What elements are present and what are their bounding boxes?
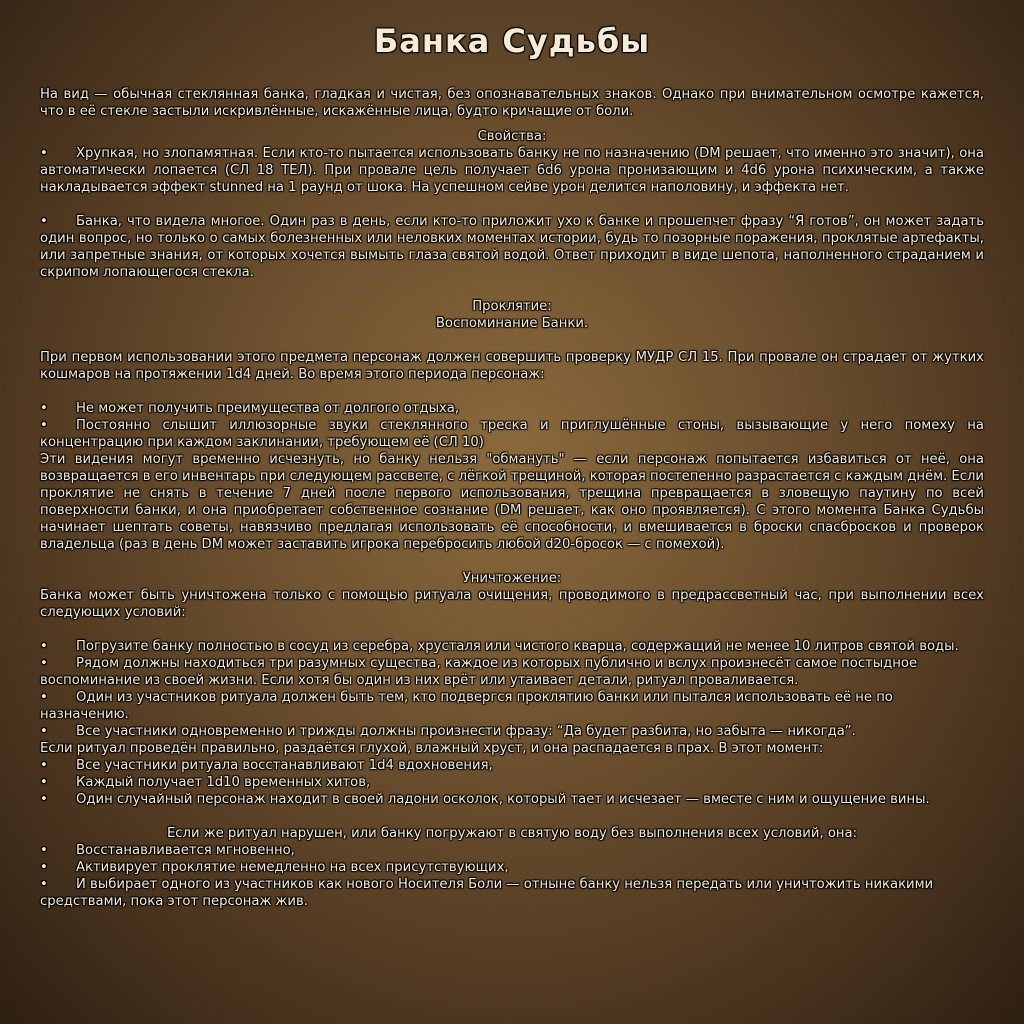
- destruction-condition: • Один из участников ритуала должен быть тем, кто подвергся проклятию банки или пытался использовать её не по назначению.: [40, 689, 984, 723]
- curse-subheading: Воспоминание Банки.: [435, 316, 589, 331]
- property-item: • Хрупкая, но злопамятная. Если кто-то пытается использовать банку не по назначению (DM решает, что именно это значит), она автоматически лопается (СЛ 18 ТЕЛ). При провале цель получает 6d6 урона пронизающим и 4d6 урона психическим, а также накладывается эффект stunned на 1 раунд от шока. На успешном сейве урон делится наполовину, и эффекта нет.: [40, 145, 984, 196]
- curse-item: • Не может получить преимущества от долгого отдыха,: [40, 400, 984, 417]
- destruction-intro: Банка может быть уничтожена только с помощью ритуала очищения, проводимого в предрассветный час, при выполнении всех следующих условий:: [40, 588, 984, 620]
- curse-heading: Проклятие:: [472, 299, 552, 314]
- success-text: Если ритуал проведён правильно, раздаётся глухой, влажный хруст, и она распадается в прах. В этот момент:: [40, 741, 824, 756]
- destruction-condition: • Погрузите банку полностью в сосуд из серебра, хрусталя или чистого кварца, содержащий не менее 10 литров святой воды.: [40, 638, 984, 655]
- curse-item: • Постоянно слышит иллюзорные звуки стеклянного треска и приглушённые стоны, вызывающие у него помеху на концентрацию при каждом заклинании, требующем её (СЛ 10): [40, 417, 984, 451]
- success-item: • Все участники ритуала восстанавливают 1d4 вдохновения,: [40, 757, 984, 774]
- intro-text: На вид — обычная стеклянная банка, гладкая и чистая, без опознавательных знаков. Однако при внимательном осмотре кажется, что в её стекле застыли искривлённые, искажённые лица, будто кричащие от боли.: [40, 87, 984, 119]
- curse-text: Эти видения могут временно исчезнуть, но банку нельзя "обмануть" — если персонаж попытается избавиться от неё, она возвращается в его инвентарь при следующем рассвете, с лёгкой трещиной, которая постепенно разрастается с каждым днём. Если проклятие не снять в течение 7 дней после первого использования, трещина превращается в зловещую паутину по всей поверхности банки, и она приобретает собственное сознание (DM решает, как оно проявляется). С этого момента Банка Судьбы начинает шептать советы, навязчиво предлагая использовать её способности, и вмешивается в броски спасбросков и проверок владельца (раз в день DM может заставить игрока перебросить любой d20-бросок — с помехой).: [40, 452, 984, 552]
- failure-item: • Активирует проклятие немедленно на всех присутствующих,: [40, 859, 984, 876]
- failure-text: Если же ритуал нарушен, или банку погружают в святую воду без выполнения всех условий, она:: [166, 826, 858, 841]
- destruction-condition: • Рядом должны находиться три разумных существа, каждое из которых публично и вслух произнесёт самое постыдное воспоминание из своей жизни. Если хотя бы один из них врёт или утаивает детали, ритуал проваливается.: [40, 655, 984, 689]
- failure-item: • И выбирает одного из участников как нового Носителя Боли — отныне банку нельзя передать или уничтожить никакими средствами, пока этот персонаж жив.: [40, 876, 984, 910]
- success-item: • Один случайный персонаж находит в своей ладони осколок, который тает и исчезает — вместе с ним и ощущение вины.: [40, 791, 984, 808]
- properties-heading: Свойства:: [477, 129, 547, 144]
- destruction-condition: • Все участники одновременно и трижды должны произнести фразу: “Да будет разбита, но забыта — никогда”.: [40, 723, 984, 740]
- destruction-heading: Уничтожение:: [462, 571, 562, 586]
- page-title: Банка Судьбы: [373, 22, 651, 60]
- curse-intro: При первом использовании этого предмета персонаж должен совершить проверку МУДР СЛ 15. При провале он страдает от жутких кошмаров на протяжении 1d4 дней. Во время этого периода персонаж:: [40, 350, 984, 382]
- success-item: • Каждый получает 1d10 временных хитов,: [40, 774, 984, 791]
- failure-item: • Восстанавливается мгновенно,: [40, 842, 984, 859]
- content: [40, 86, 984, 910]
- property-item: • Банка, что видела многое. Один раз в день, если кто-то приложит ухо к банке и прошепчет фразу “Я готов”, он может задать один вопрос, но только о самых болезненных или неловких моментах истории, будь то позорные поражения, проклятые артефакты, или запретные знания, от которых хочется вымыть глаза святой водой. Ответ приходит в виде шепота, наполненного страданием и скрипом лопающегося стекла.: [40, 213, 984, 281]
